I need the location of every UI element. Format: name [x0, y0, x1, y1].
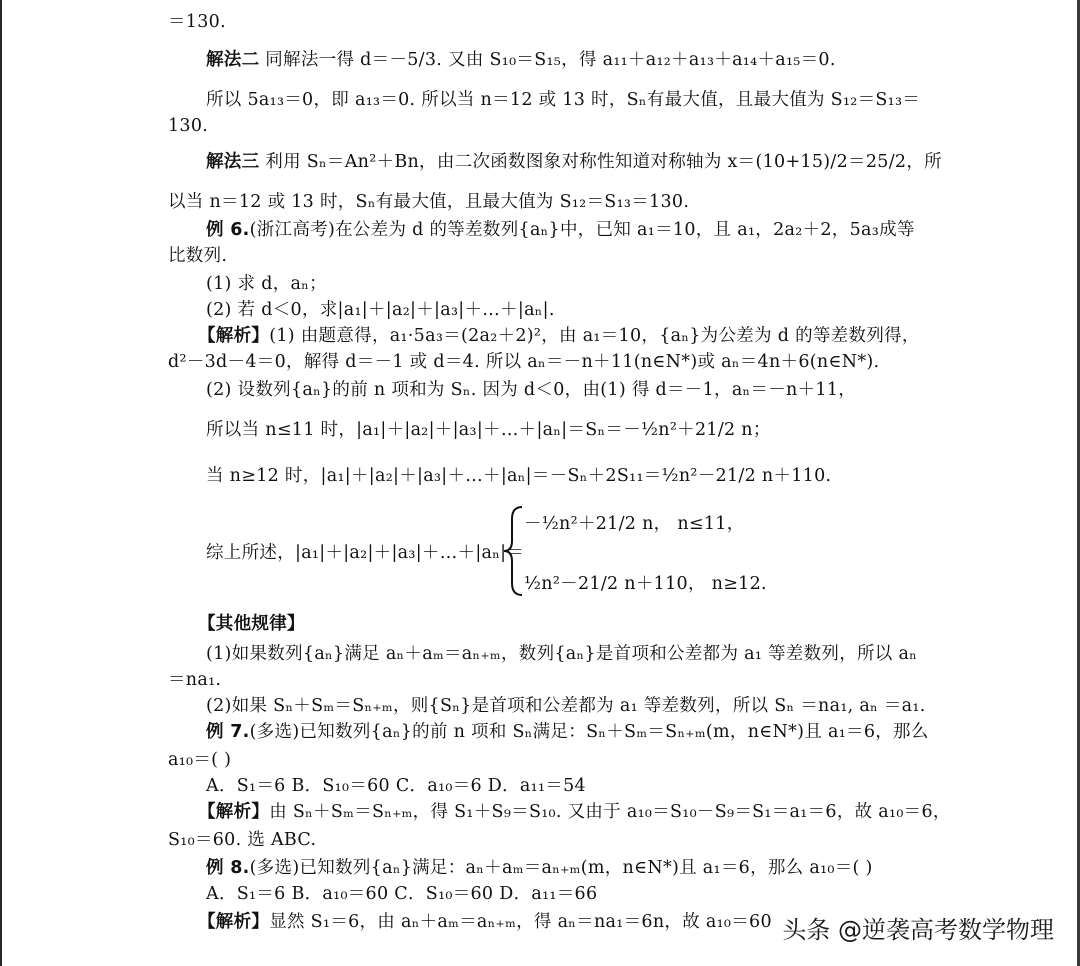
watermark-text: 头条 @逆袭高考数学物理 [782, 916, 1054, 944]
text-line-24: 【解析】由 Sₙ＋Sₘ＝Sₙ₊ₘ，得 S₁＋S₉＝S₁₀. 又由于 a₁₀＝S₁₀－S₉＝S₁＝a₁＝6，故 a₁₀＝6， [198, 802, 951, 822]
method-label: 解法三 [206, 152, 260, 172]
text-line-4: 130. [168, 116, 209, 136]
piecewise-case-2: ½n²－21/2 n＋110， n≥12. [524, 574, 767, 594]
text-line-21: 例 7.(多选)已知数列{aₙ}的前 n 项和 Sₙ满足：Sₙ＋Sₘ＝Sₙ₊ₘ(m，n∈N*)且 a₁＝6，那么 [206, 722, 929, 742]
text-line-7: 例 6.(浙江高考)在公差为 d 的等差数列{aₙ}中，已知 a₁＝10，且 a₁，2a₂＋2，5a₃成等 [206, 220, 915, 240]
text-line-8: 比数列. [168, 246, 228, 266]
text-line-6: 以当 n＝12 或 13 时，Sₙ有最大值，且最大值为 S₁₂＝S₁₃＝130. [168, 192, 690, 212]
text-line-13: (2) 设数列{aₙ}的前 n 项和为 Sₙ. 因为 d＜0，由(1) 得 d＝－1，aₙ＝－n＋11， [206, 380, 857, 400]
analysis-label: 【解析】 [198, 326, 270, 346]
page-left-edge [0, 0, 2, 966]
text-line-14: 所以当 n≤11 时，|a₁|＋|a₂|＋|a₃|＋…＋|aₙ|＝Sₙ＝－½n²＋21/2 n； [206, 420, 771, 440]
example-label: 例 7. [206, 722, 250, 742]
text-line-26: 例 8.(多选)已知数列{aₙ}满足：aₙ＋aₘ＝aₙ₊ₘ(m，n∈N*)且 a₁＝6，那么 a₁₀＝( ) [206, 858, 873, 878]
text-line-27: A．S₁＝6 B．a₁₀＝60 C．S₁₀＝60 D．a₁₁＝66 [206, 884, 598, 904]
text-line-2: 解法二 同解法一得 d＝－5/3. 又由 S₁₀＝S₁₅，得 a₁₁＋a₁₂＋a₁₃＋a₁₄＋a₁₅＝0. [206, 50, 836, 70]
text-line-16: 综上所述，|a₁|＋|a₂|＋|a₃|＋…＋|aₙ|＝ [206, 543, 525, 563]
piecewise-case-1: －½n²＋21/2 n， n≤11， [524, 514, 745, 534]
example-label: 例 6. [206, 220, 250, 240]
analysis-label: 【解析】 [198, 802, 270, 822]
text-line-12: d²－3d－4＝0，解得 d＝－1 或 d＝4. 所以 aₙ＝－n＋11(n∈N*)或 aₙ＝4n＋6(n∈N*). [168, 352, 880, 372]
text-line-28: 【解析】显然 S₁＝6，由 aₙ＋aₘ＝aₙ₊ₘ，得 aₙ＝na₁＝6n，故 a₁₀＝60 [198, 912, 772, 932]
text-line-9: (1) 求 d，aₙ； [206, 274, 327, 294]
text-line-1: ＝130. [168, 12, 226, 32]
text-line-3: 所以 5a₁₃＝0，即 a₁₃＝0. 所以当 n＝12 或 13 时，Sₙ有最大值，且最大值为 S₁₂＝S₁₃＝ [206, 90, 921, 110]
text-line-18: (1)如果数列{aₙ}满足 aₙ＋aₘ＝aₙ₊ₘ，数列{aₙ}是首项和公差都为 a₁ 等差数列，所以 aₙ [206, 644, 918, 664]
text-line-22: a₁₀＝( ) [168, 750, 232, 770]
text-line-19: ＝na₁. [168, 670, 222, 690]
text-line-5: 解法三 利用 Sₙ＝An²＋Bn，由二次函数图象对称性知道对称轴为 x＝(10+15)/2＝25/2，所 [206, 152, 942, 172]
example-label: 例 8. [206, 858, 250, 878]
text-line-15: 当 n≥12 时，|a₁|＋|a₂|＋|a₃|＋…＋|aₙ|＝－Sₙ＋2S₁₁＝½n²－21/2 n＋110. [206, 466, 832, 486]
text-line-23: A．S₁＝6 B．S₁₀＝60 C．a₁₀＝6 D．a₁₁＝54 [206, 776, 586, 796]
piecewise-brace [502, 505, 524, 597]
method-label: 解法二 [206, 50, 260, 70]
analysis-label: 【解析】 [198, 912, 270, 932]
text-line-25: S₁₀＝60. 选 ABC. [168, 830, 317, 850]
section-heading: 【其他规律】 [198, 614, 305, 634]
text-line-20: (2)如果 Sₙ＋Sₘ＝Sₙ₊ₘ，则{Sₙ}是首项和公差都为 a₁ 等差数列，所以 Sₙ ＝na₁, aₙ ＝a₁. [206, 696, 926, 716]
text-line-11: 【解析】(1) 由题意得，a₁·5a₃＝(2a₂＋2)²，由 a₁＝10，{aₙ}为公差为 d 的等差数列得， [198, 326, 920, 346]
text-line-10: (2) 若 d＜0，求|a₁|＋|a₂|＋|a₃|＋…＋|aₙ|. [206, 300, 555, 320]
